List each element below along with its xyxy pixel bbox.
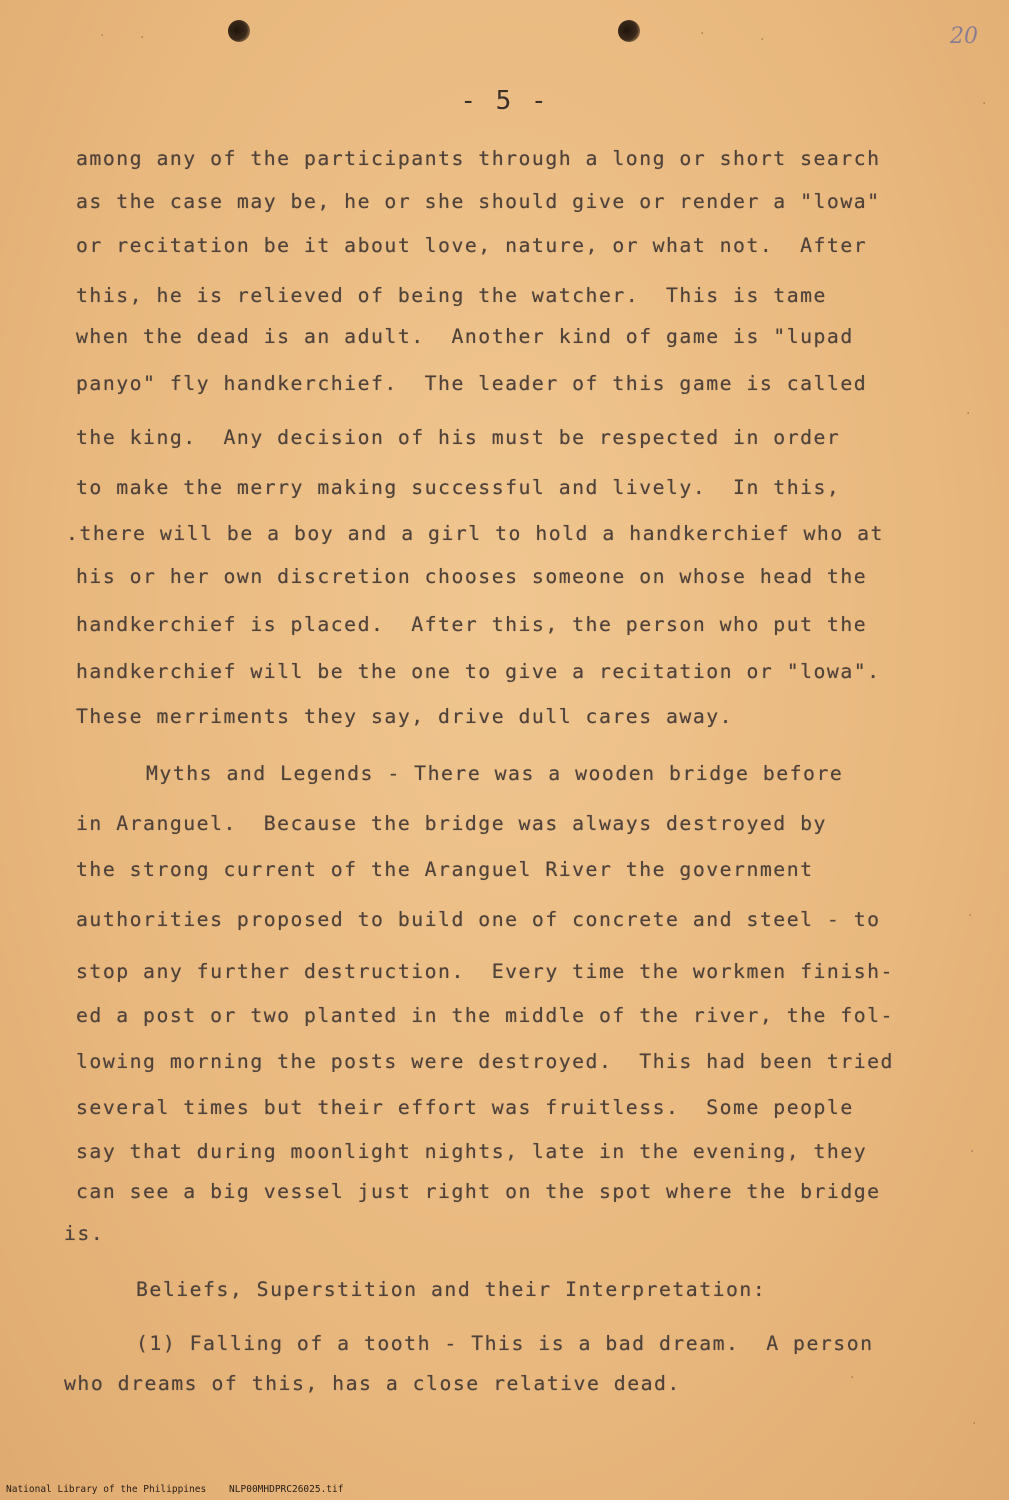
section-heading: Beliefs, Superstition and their Interpretation:	[136, 1278, 767, 1301]
folio-mark: 20	[950, 24, 978, 49]
text-line: .there will be a boy and a girl to hold a handkerchief who at	[66, 522, 884, 545]
paper-speck: ·	[972, 1416, 977, 1432]
text-line: the strong current of the Aranguel River the government	[76, 858, 814, 881]
text-line: the king. Any decision of his must be respected in order	[76, 426, 841, 449]
text-line: lowing morning the posts were destroyed. This had been tried	[76, 1050, 894, 1073]
paper-speck: ·	[760, 32, 765, 48]
text-line: can see a big vessel just right on the spot where the bridge	[76, 1180, 881, 1203]
text-line: ed a post or two planted in the middle of the river, the fol-	[76, 1004, 894, 1027]
paper-speck: ·	[100, 28, 105, 44]
punch-hole-left	[228, 20, 250, 42]
paper-speck: ·	[968, 908, 973, 924]
paper-speck: ·	[700, 26, 705, 42]
text-line: or recitation be it about love, nature, or what not. After	[76, 234, 868, 257]
text-line: in Aranguel. Because the bridge was always destroyed by	[76, 812, 827, 835]
text-line: is.	[64, 1222, 105, 1245]
text-line: who dreams of this, has a close relative dead.	[64, 1372, 681, 1395]
text-line: several times but their effort was fruitless. Some people	[76, 1096, 854, 1119]
text-line: panyo" fly handkerchief. The leader of this game is called	[76, 372, 868, 395]
page-number: - 5 -	[460, 86, 549, 116]
text-line: These merriments they say, drive dull cares away.	[76, 705, 734, 728]
text-line: stop any further destruction. Every time the workmen finish-	[76, 960, 894, 983]
paper-speck: ·	[966, 406, 971, 422]
text-line: as the case may be, he or she should give or render a "lowa"	[76, 190, 881, 213]
paper-speck: ·	[850, 1370, 855, 1386]
paper-speck: ·	[982, 96, 987, 112]
paper-speck: ·	[970, 1144, 975, 1160]
text-line: this, he is relieved of being the watcher. This is tame	[76, 284, 827, 307]
text-line: (1) Falling of a tooth - This is a bad dream. A person	[136, 1332, 874, 1355]
text-line: to make the merry making successful and lively. In this,	[76, 476, 841, 499]
text-line: handkerchief is placed. After this, the person who put the	[76, 613, 868, 636]
text-line: his or her own discretion chooses someone on whose head the	[76, 565, 868, 588]
text-line: say that during moonlight nights, late in the evening, they	[76, 1140, 868, 1163]
paper-speck: ·	[140, 30, 145, 46]
punch-hole-right	[618, 20, 640, 42]
text-line: Myths and Legends - There was a wooden bridge before	[146, 762, 844, 785]
text-line: when the dead is an adult. Another kind of game is "lupad	[76, 325, 854, 348]
text-line: authorities proposed to build one of concrete and steel - to	[76, 908, 881, 931]
text-line: handkerchief will be the one to give a recitation or "lowa".	[76, 660, 881, 683]
text-line: among any of the participants through a long or short search	[76, 147, 881, 170]
scan-footer: National Library of the Philippines NLP00MHDPRC26025.tif	[6, 1484, 344, 1495]
